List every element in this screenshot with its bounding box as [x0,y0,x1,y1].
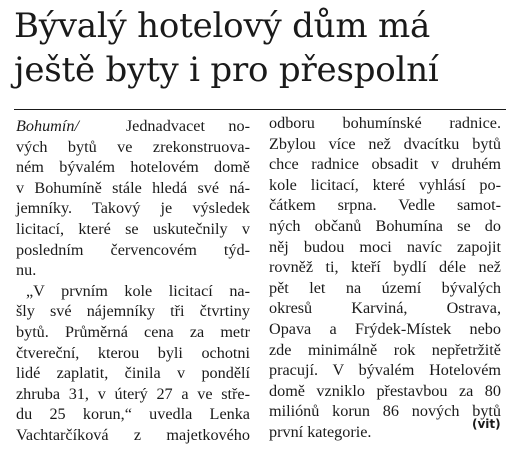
article-line: posledním červencovém týd- [16,240,250,259]
article-line: kole licitací, které vyhlásí po- [269,175,501,194]
article-line: bytů. Průměrná cena za metr [16,322,250,341]
article-line: jemníky. Takový je výsledek [16,199,250,218]
article-line: „V prvním kole licitací na- [26,281,250,300]
article-line: vých bytů ve zrekonstruova- [16,137,250,156]
article-first-words: Jednadvacet no- [125,117,250,135]
article-line: licitací, které se uskutečnily v [16,219,250,238]
article-line: zde minimálně rok nepřetržitě [269,340,501,359]
article-line: ném bývalém hotelovém domě [16,158,250,177]
article-line: zhruba 31, v úterý 27 a ve stře- [16,384,250,403]
article-line: čátkem srpna. Vedle samot- [269,196,501,215]
dateline: Bohumín/ [16,117,79,135]
article-line: Opava a Frýdek-Místek nebo [269,319,501,338]
article-line: domě vzniklo přestavbou za 80 [269,381,501,400]
article-line: pět let na území bývalých [269,278,501,297]
article-line: rovněž ti, kteří bydlí déle než [269,258,501,277]
article-line: něj budou moci navíc zapojit [269,237,501,256]
headline-line-2: ještě byty i pro přespolní [14,50,439,90]
article-line: pracují. V bývalém Hotelovém [269,361,501,380]
article-column-left [16,116,250,446]
article-line: odboru bohumínské radnice. [269,114,501,132]
article-line: chce radnice obsadit v druhém [269,155,501,174]
article-line: okresů Karviná, Ostrava, [269,299,501,318]
article-line: lidé zaplatit, činila v pondělí [16,364,250,383]
author-signature: (vit) [472,417,501,431]
article-line: v Bohumíně stále hledá své ná- [16,178,250,197]
article-line: du 25 korun,“ uvedla Lenka [16,405,250,424]
article-line: ných občanů Bohumína se do [269,216,501,235]
headline [14,4,506,92]
article-line: šly své nájemníky tři čtvrtiny [16,302,250,321]
article-line: čtvereční, kterou byli ochotni [16,343,250,362]
article-line: první kategorie. [269,422,372,441]
article-line: Zbylou více než dvacítku bytů [269,134,501,153]
article-column-right [269,113,501,443]
article-line: Vachtarčíková z majetkového [16,425,250,444]
article-line [16,116,250,137]
headline-divider [14,109,506,110]
article-line: nu. [16,261,37,280]
headline-line-1: Bývalý hotelový dům má [14,6,431,46]
article-line: miliónů korun 86 nových bytů [269,402,501,421]
